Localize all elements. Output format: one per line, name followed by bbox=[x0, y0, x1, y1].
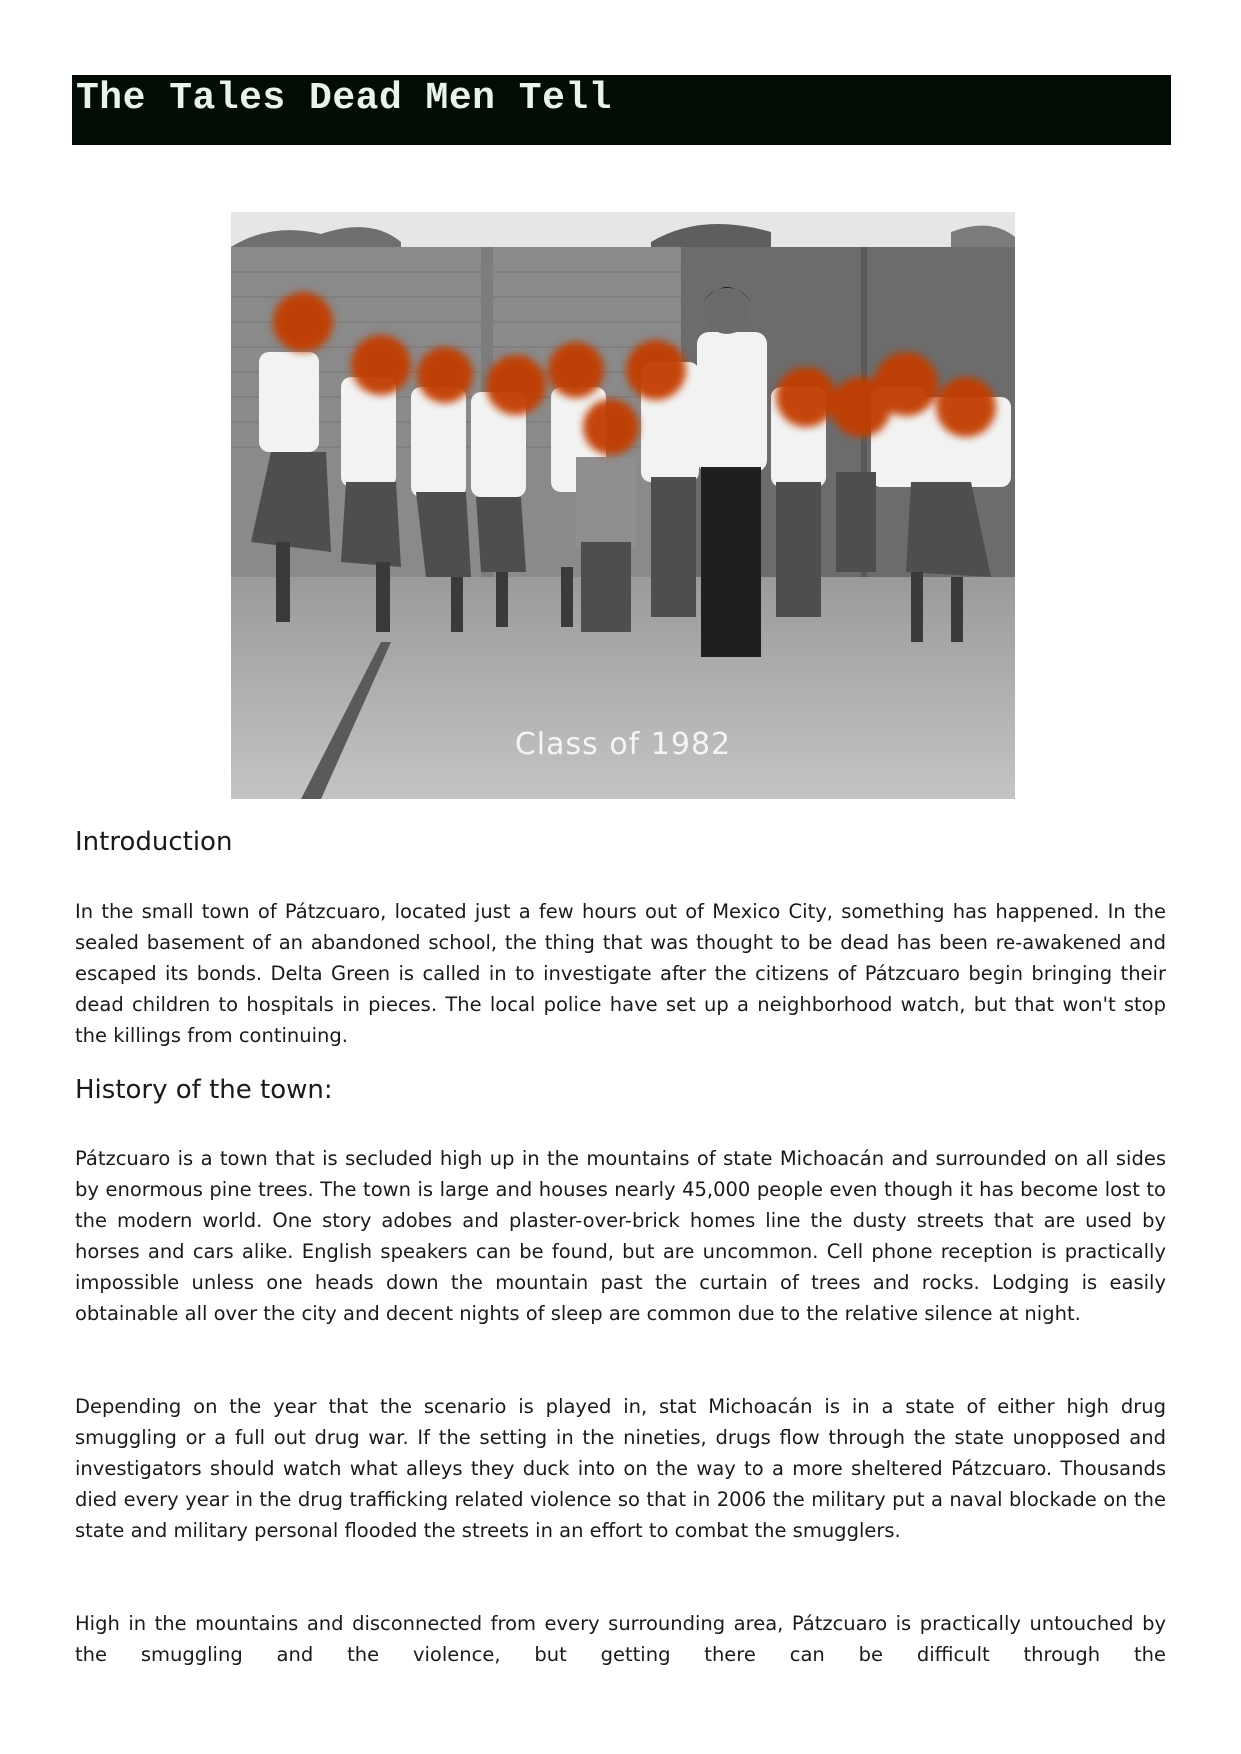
class-photo bbox=[231, 212, 1015, 799]
document-title: The Tales Dead Men Tell bbox=[76, 77, 612, 120]
intro-paragraph: In the small town of Pátzcuaro, located just a few hours out of Mexico City, something has happened. In the sealed basement of an abandoned school, the thing that was thought to be dead has been re-awakened and escaped its bonds. Delta Green is called in to investigate after the citizens of Pátzcuaro begin bringing their dead children to hospitals in pieces. The local police have set up a neighborhood watch, but that won't stop the killings from continuing. bbox=[75, 900, 1166, 1047]
section-heading-history: History of the town: bbox=[75, 1075, 333, 1105]
photo-icon bbox=[231, 212, 1015, 799]
history-paragraph-3: High in the mountains and disconnected from every surrounding area, Pátzcuaro is practically untouched by the smuggling and the violence, but getting there can be difficult through the bbox=[75, 1612, 1166, 1666]
photo-caption: Class of 1982 bbox=[514, 727, 732, 762]
title-bar bbox=[72, 75, 1171, 145]
history-paragraph-1: Pátzcuaro is a town that is secluded high up in the mountains of state Michoacán and surrounded on all sides by enormous pine trees. The town is large and houses nearly 45,000 people even though it has become lost to the modern world. One story adobes and plaster-over-brick homes line the dusty streets that are used by horses and cars alike. English speakers can be found, but are uncommon. Cell phone reception is practically impossible unless one heads down the mountain past the curtain of trees and rocks. Lodging is easily obtainable all over the city and decent nights of sleep are common due to the relative silence at night. bbox=[75, 1147, 1166, 1325]
section-heading-introduction: Introduction bbox=[75, 827, 233, 857]
history-paragraph-2: Depending on the year that the scenario is played in, stat Michoacán is in a state of either high drug smuggling or a full out drug war. If the setting in the nineties, drugs flow through the state unopposed and investigators should watch what alleys they duck into on the way to a more sheltered Pátzcuaro. Thousands died every year in the drug trafficking related violence so that in 2006 the military put a naval blockade on the state and military personal flooded the streets in an effort to combat the smugglers. bbox=[75, 1395, 1166, 1542]
